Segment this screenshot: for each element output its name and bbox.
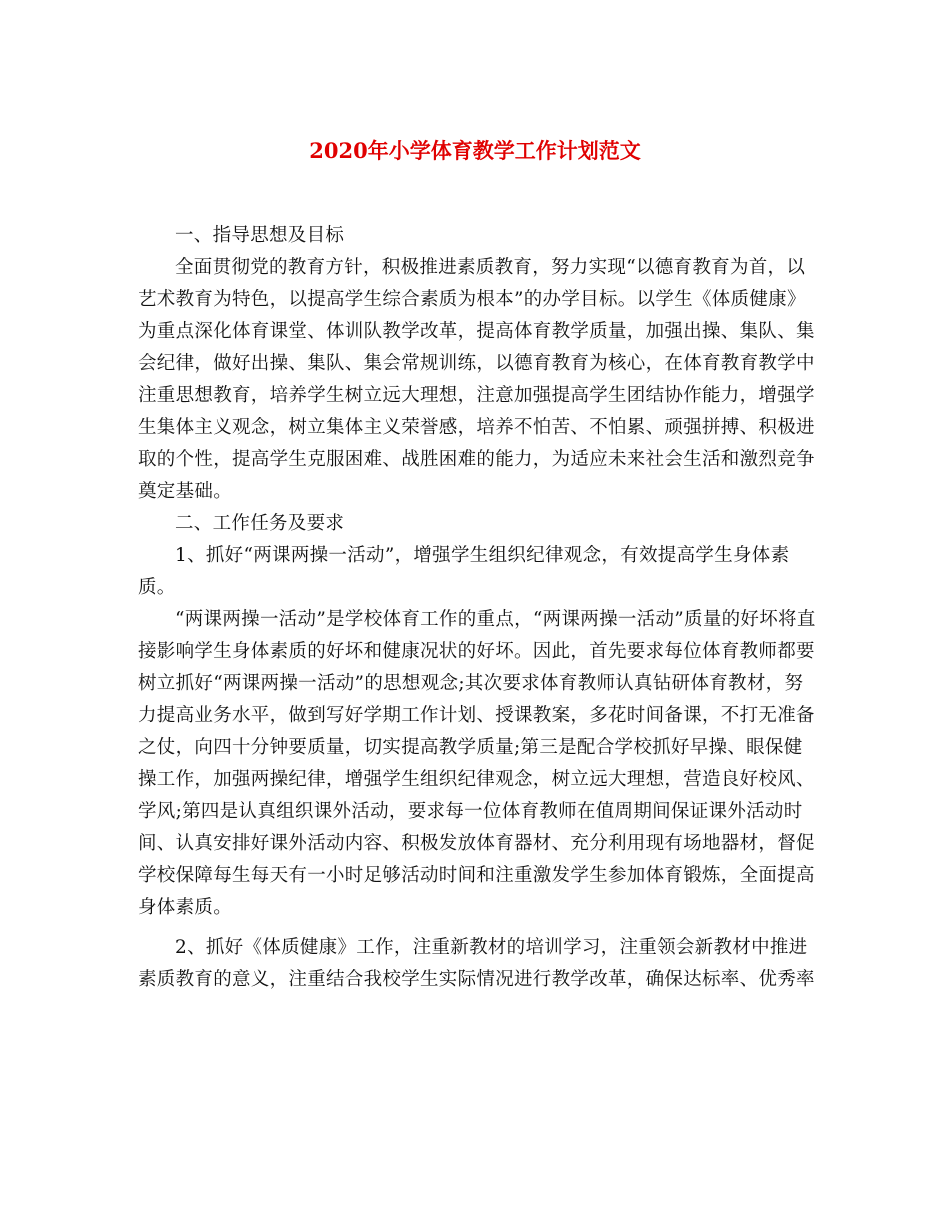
document-body <box>138 220 818 996</box>
section-heading-1: 一、指导思想及目标 <box>175 225 345 246</box>
paragraph-task-1-detail: “两课两操一活动”是学校体育工作的重点，“两课两操一活动”质量的好坏将直接影响学生身体素质的好坏和健康况状的好坏。因此，首先要求每位体育教师都要树立抓好“两课两操一活动”的思想观念;其次要求体育教师认真钻研体育教材，努力提高业务水平，做到写好学期工作计划、授课教案，多花时间备课，不打无准备之仗，向四十分钟要质量，切实提高教学质量;第三是配合学校抓好早操、眼保健操工作，加强两操纪律，增强学生组织纪律观念，树立远大理想，营造良好校风、学风;第四是认真组织课外活动，要求每一位体育教师在值周期间保证课外活动时间、认真安排好课外活动内容、积极发放体育器材、充分利用现有场地器材，督促学校保障每生每天有一小时足够活动时间和注重激发学生参加体育锻炼，全面提高身体素质。 <box>138 609 816 918</box>
document-title: 2020年小学体育教学工作计划范文 <box>309 138 641 163</box>
paragraph-task-1: 1、抓好“两课两操一活动”，增强学生组织纪律观念，有效提高学生身体素质。 <box>138 545 790 598</box>
section-heading-2: 二、工作任务及要求 <box>175 513 345 534</box>
paragraph-guiding-ideology: 全面贯彻党的教育方针，积极推进素质教育，努力实现“以德育教育为首，以艺术教育为特色，以提高学生综合素质为根本”的办学目标。以学生《体质健康》为重点深化体育课堂、体训队教学改革，提高体育教学质量，加强出操、集队、集会纪律，做好出操、集队、集会常规训练，以德育教育为核心，在体育教育教学中注重思想教育，培养学生树立远大理想，注意加强提高学生团结协作能力，增强学生集体主义观念，树立集体主义荣誉感，培养不怕苦、不怕累、顽强拼搏、积极进取的个性，提高学生克服困难、战胜困难的能力，为适应未来社会生活和激烈竞争奠定基础。 <box>138 257 815 502</box>
paragraph-task-2: 2、抓好《体质健康》工作，注重新教材的培训学习，注重领会新教材中推进素质教育的意义，注重结合我校学生实际情况进行教学改革，确保达标率、优秀率 <box>138 937 815 990</box>
